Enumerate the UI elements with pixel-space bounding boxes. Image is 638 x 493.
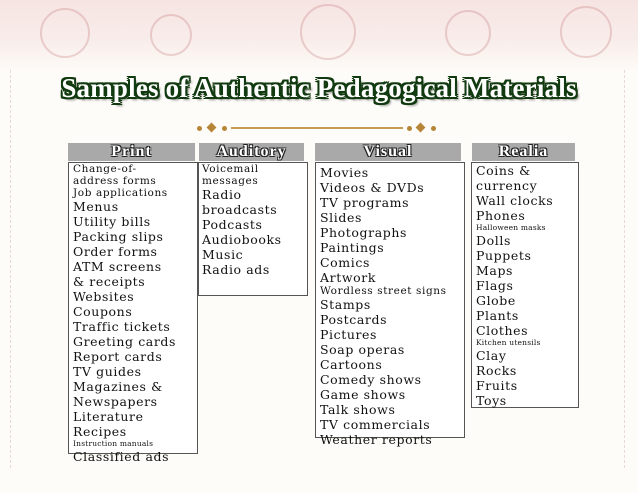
list-item: Slides xyxy=(320,210,362,225)
list-item: Halloween masks xyxy=(476,223,546,232)
list-item: Toys xyxy=(476,393,507,408)
list-item: Soap operas xyxy=(320,342,405,357)
list-item: Radio ads xyxy=(202,262,270,277)
list-item: address forms xyxy=(73,175,157,187)
list-item: Kitchen utensils xyxy=(476,338,541,347)
list-item: Phones xyxy=(476,208,526,223)
list-item: Rocks xyxy=(476,363,517,378)
list-item: Cartoons xyxy=(320,357,383,372)
list-item: Paintings xyxy=(320,240,385,255)
list-item: Wordless street signs xyxy=(320,285,447,297)
column-header-visual: Visual xyxy=(315,143,461,161)
list-item: currency xyxy=(476,178,538,193)
list-item: Literature xyxy=(73,409,144,424)
auditory-column xyxy=(198,162,308,296)
list-item: Movies xyxy=(320,165,369,180)
slide-title: Samples of Authentic Pedagogical Materials xyxy=(61,73,577,103)
list-item: Pictures xyxy=(320,327,378,342)
list-item: Coupons xyxy=(73,304,133,319)
list-item: Packing slips xyxy=(73,229,164,244)
list-item: Clay xyxy=(476,348,507,363)
list-item: Plants xyxy=(476,308,519,323)
list-item: Job applications xyxy=(73,187,168,199)
list-item: Websites xyxy=(73,289,135,304)
list-item: Artwork xyxy=(320,270,377,285)
list-item: Photographs xyxy=(320,225,408,240)
realia-column xyxy=(471,162,579,408)
list-item: Music xyxy=(202,247,244,262)
list-item: Voicemail xyxy=(202,163,259,175)
list-item: ATM screens xyxy=(73,259,162,274)
list-item: Postcards xyxy=(320,312,388,327)
column-header-auditory: Auditory xyxy=(199,143,304,161)
right-border-decoration xyxy=(624,70,626,468)
list-item: Coins & xyxy=(476,163,531,178)
list-item: Recipes xyxy=(73,424,127,439)
list-item: Puppets xyxy=(476,248,532,263)
list-item: Newspapers xyxy=(73,394,158,409)
print-column xyxy=(68,162,198,464)
list-item: broadcasts xyxy=(202,202,278,217)
list-item: Clothes xyxy=(476,323,529,338)
list-item: Globe xyxy=(476,293,516,308)
list-item: Talk shows xyxy=(320,402,396,417)
column-header-realia: Realia xyxy=(472,143,575,161)
list-item: Dolls xyxy=(476,233,511,248)
stamp-collage-banner xyxy=(0,0,638,70)
list-item: Wall clocks xyxy=(476,193,554,208)
visual-column xyxy=(315,162,465,447)
list-item: Utility bills xyxy=(73,214,151,229)
list-item: Instruction manuals xyxy=(73,439,154,448)
list-item: Fruits xyxy=(476,378,518,393)
list-item: messages xyxy=(202,175,259,187)
list-item: Game shows xyxy=(320,387,406,402)
list-item: Report cards xyxy=(73,349,163,364)
left-border-decoration xyxy=(10,70,12,468)
list-item: Comics xyxy=(320,255,370,270)
list-item: TV programs xyxy=(320,195,410,210)
list-item: Videos & DVDs xyxy=(320,180,425,195)
list-item: Classified ads xyxy=(73,449,170,464)
ornamental-divider xyxy=(195,124,440,132)
list-item: Traffic tickets xyxy=(73,319,171,334)
list-item: Greeting cards xyxy=(73,334,177,349)
list-item: & receipts xyxy=(73,274,146,289)
list-item: Comedy shows xyxy=(320,372,422,387)
list-item: Order forms xyxy=(73,244,158,259)
list-item: Podcasts xyxy=(202,217,263,232)
list-item: Stamps xyxy=(320,297,371,312)
list-item: Radio xyxy=(202,187,242,202)
list-item: Audiobooks xyxy=(202,232,282,247)
list-item: Menus xyxy=(73,199,119,214)
list-item: TV guides xyxy=(73,364,142,379)
list-item: Flags xyxy=(476,278,514,293)
list-item: Weather reports xyxy=(320,432,433,447)
column-header-print: Print xyxy=(68,143,195,161)
list-item: Change-of- xyxy=(73,163,137,175)
list-item: Magazines & xyxy=(73,379,163,394)
list-item: Maps xyxy=(476,263,514,278)
list-item: TV commercials xyxy=(320,417,431,432)
